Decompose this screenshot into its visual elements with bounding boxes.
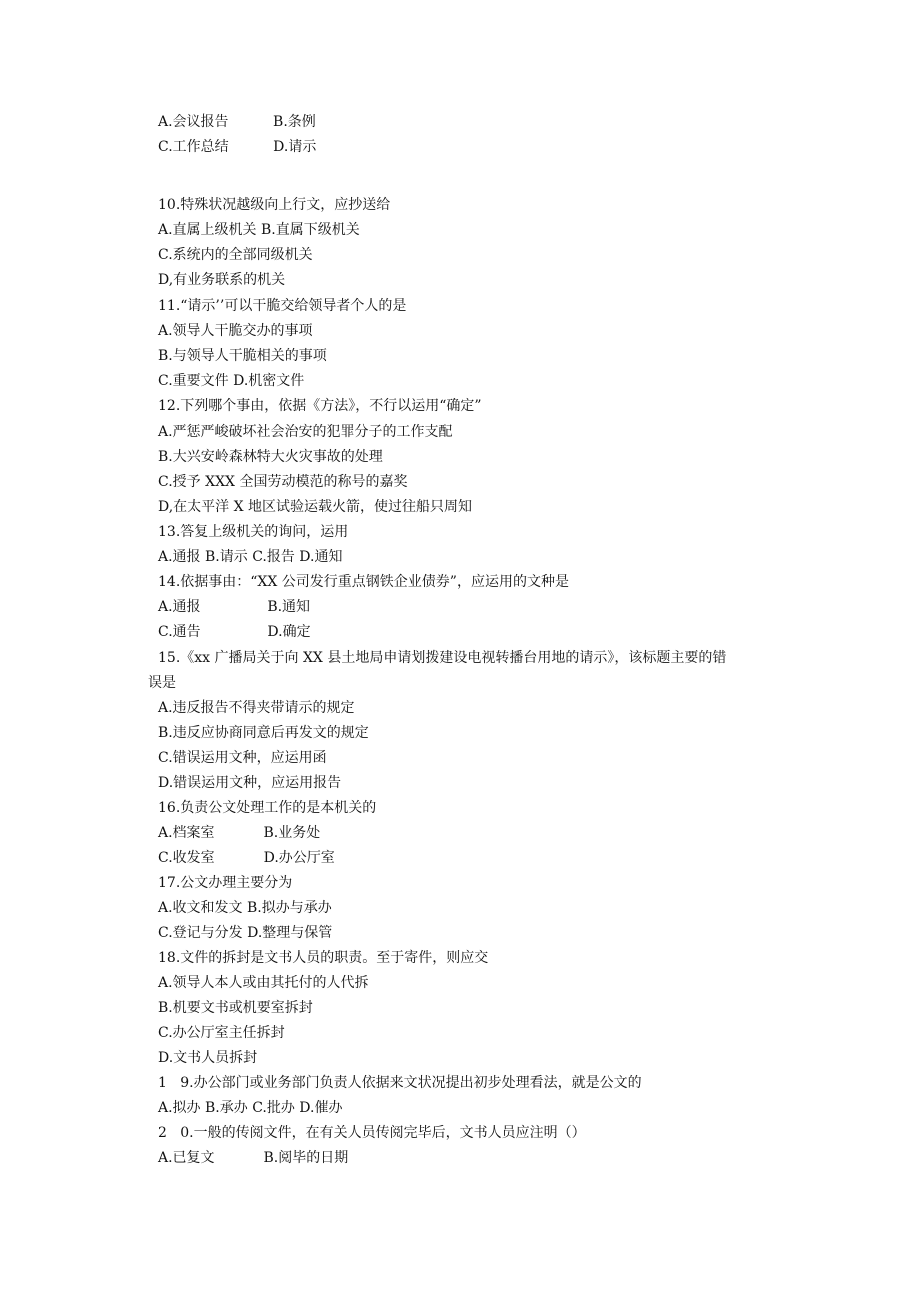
question-line: 17.公文办理主要分为 (158, 875, 293, 891)
question-line: 18.文件的拆封是文书人员的职责。至于寄件，则应交 (158, 950, 489, 966)
text-line: A.收文和发文 B.拟办与承办 (158, 900, 332, 916)
question-line: 11.“请示’’可以干脆交给领导者个人的是 (158, 298, 407, 314)
text-line: C.收发室 D.办公厅室 (158, 850, 335, 866)
question-line: 16.负责公文处理工作的是本机关的 (158, 800, 377, 816)
text-line: B.与领导人干脆相关的事项 (158, 348, 327, 364)
question-line: 1 9.办公部门或业务部门负责人依据来文状况提出初步处理看法，就是公文的 (158, 1075, 642, 1091)
text-line: B.违反应协商同意后再发文的规定 (158, 725, 369, 741)
text-line: B.机要文书或机要室拆封 (158, 1000, 313, 1016)
text-line: A.会议报告 B.条例 (158, 114, 316, 130)
text-line: A.通报 B.请示 C.报告 D.通知 (158, 549, 343, 565)
text-line: A.已复文 B.阅毕的日期 (158, 1150, 349, 1166)
text-line: A.领导人本人或由其托付的人代拆 (158, 975, 369, 991)
text-line: A.拟办 B.承办 C.批办 D.催办 (158, 1100, 343, 1116)
text-line: D.错误运用文种，应运用报告 (158, 775, 342, 791)
text-line: D.文书人员拆封 (158, 1050, 258, 1066)
text-line: C.登记与分发 D.整理与保管 (158, 925, 333, 941)
text-line: C.错误运用文种，应运用函 (158, 750, 327, 766)
text-line: D,在太平洋 X 地区试验运载火箭，使过往船只周知 (158, 499, 473, 515)
question-line: 2 0.一般的传阅文件，在有关人员传阅完毕后，文书人员应注明（） (158, 1125, 586, 1141)
question-line: 12.下列哪个事由，依据《方法》，不行以运用“确定” (158, 398, 482, 414)
question-line: 15.《xx 广播局关于向 XX 县土地局申请划拨建设电视转播台用地的请示》，该标题主要的错 (158, 650, 727, 666)
question-line: 14.依据事由：“XX 公司发行重点钢铁企业债券”，应运用的文种是 (158, 574, 569, 590)
text-line: 误是 (148, 675, 176, 691)
text-line: A.领导人干脆交办的事项 (158, 323, 313, 339)
text-line: B.大兴安岭森林特大火灾事故的处理 (158, 449, 383, 465)
text-line: A.严惩严峻破坏社会治安的犯罪分子的工作支配 (158, 424, 453, 440)
text-line: A.违反报告不得夹带请示的规定 (158, 700, 355, 716)
text-line: C.重要文件 D.机密文件 (158, 373, 305, 389)
text-line: C.通告 D.确定 (158, 624, 311, 640)
text-line: C.授予 XXX 全国劳动模范的称号的嘉奖 (158, 474, 408, 490)
text-line: A.档案室 B.业务处 (158, 825, 321, 841)
question-line: 10.特殊状况越级向上行文，应抄送给 (158, 197, 391, 213)
text-line: C.工作总结 D.请示 (158, 139, 317, 155)
text-line: A.直属上级机关 B.直属下级机关 (158, 222, 360, 238)
text-line: C.系统内的全部同级机关 (158, 247, 313, 263)
text-line: A.通报 B.通知 (158, 599, 311, 615)
text-line: C.办公厅室主任拆封 (158, 1025, 285, 1041)
question-line: 13.答复上级机关的询问，运用 (158, 524, 349, 540)
text-line: D,有业务联系的机关 (158, 272, 286, 288)
